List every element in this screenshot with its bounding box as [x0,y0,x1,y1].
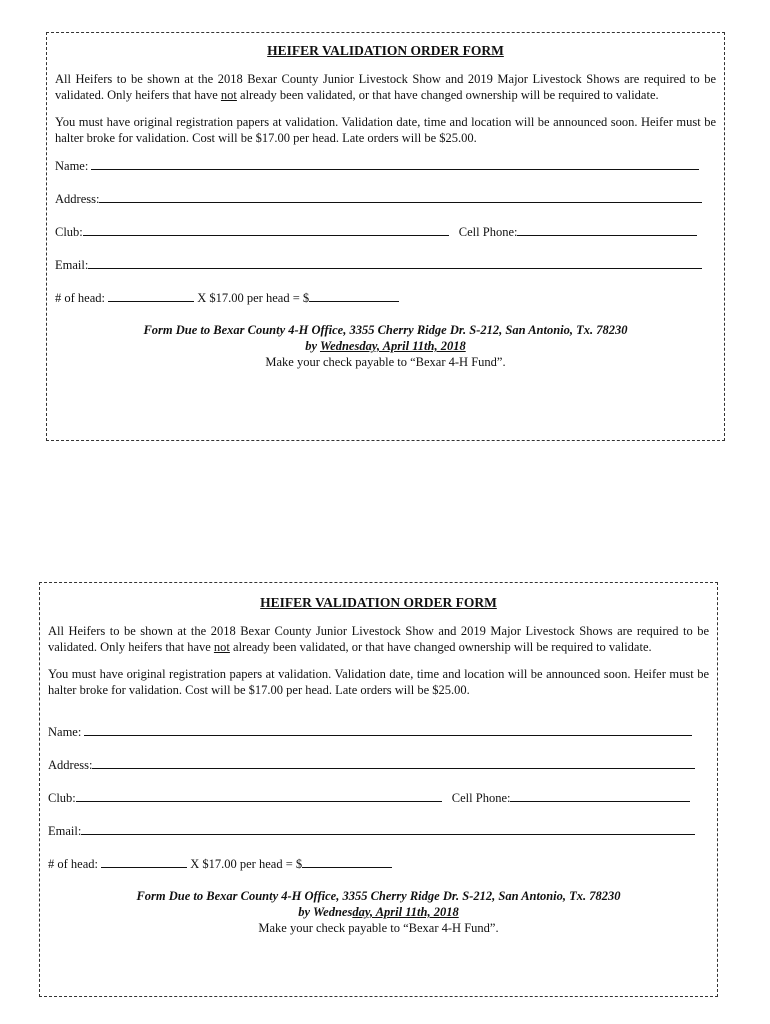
price-text: X $17.00 per head = $ [194,291,310,305]
form-footer [48,888,709,936]
name-field[interactable] [48,723,709,756]
intro-text-a: All Heifers to be shown at the 2018 Bexar County Junior Livestock Show and 2019 Major Livestock Shows are required to be validated. Only heifers that have [55,72,716,102]
name-blank[interactable] [84,723,692,736]
email-label: Email: [55,258,89,272]
requirements-paragraph: You must have original registration papers at validation. Validation date, time and location will be announced soon. Heifer must be halter broke for validation. Cost will be $17.00 per head. Late orders will be $25.00. [48,667,709,697]
head-count-blank[interactable] [101,855,187,868]
payable-note: Make your check payable to “Bexar 4-H Fund”. [258,921,499,935]
due-by: by Wednes [298,905,353,919]
address-field[interactable] [48,756,709,789]
club-label: Club: [55,225,83,239]
due-address: Form Due to Bexar County 4-H Office, 3355 Cherry Ridge Dr. S-212, San Antonio, Tx. 78230 [136,889,621,903]
address-blank[interactable] [99,190,702,203]
intro-not: not [213,640,230,654]
head-count-field[interactable] [48,855,709,888]
club-cell-field[interactable] [55,223,716,256]
email-label: Email: [48,824,82,838]
due-by: by [305,339,320,353]
head-label: # of head: [48,857,102,871]
club-blank[interactable] [83,223,449,236]
head-label: # of head: [55,291,109,305]
form-footer [55,322,716,370]
form-title: HEIFER VALIDATION ORDER FORM [260,595,497,610]
requirements-paragraph: You must have original registration papers at validation. Validation date, time and location will be announced soon. Heifer must be halter broke for validation. Cost will be $17.00 per head. Late orders will be $25.00. [55,115,716,145]
address-field[interactable] [55,190,716,223]
cell-phone-blank[interactable] [510,789,690,802]
intro-not: not [220,88,237,102]
name-blank[interactable] [91,157,699,170]
intro-text-b: already been validated, or that have changed ownership will be required to validate. [236,88,659,102]
intro-text-b: already been validated, or that have changed ownership will be required to validate. [229,640,652,654]
name-field[interactable] [55,157,716,190]
cell-phone-blank[interactable] [517,223,697,236]
due-date: Wednesday, April 11th, 2018 [319,339,466,353]
head-count-blank[interactable] [108,289,194,302]
club-cell-field[interactable] [48,789,709,822]
form-title: HEIFER VALIDATION ORDER FORM [267,43,504,58]
order-form-top [46,32,725,441]
name-label: Name: [48,725,85,739]
due-date: day, April 11th, 2018 [352,905,459,919]
email-blank[interactable] [88,256,702,269]
email-field[interactable] [55,256,716,289]
due-date-line [48,904,709,920]
cell-phone-label: Cell Phone: [458,225,518,239]
intro-paragraph [48,623,709,655]
address-blank[interactable] [92,756,695,769]
total-blank[interactable] [309,289,399,302]
total-blank[interactable] [302,855,392,868]
email-field[interactable] [48,822,709,855]
head-count-field[interactable] [55,289,716,322]
cell-phone-label: Cell Phone: [451,791,511,805]
due-date-line [55,338,716,354]
payable-note: Make your check payable to “Bexar 4-H Fund”. [265,355,506,369]
address-label: Address: [55,192,100,206]
email-blank[interactable] [81,822,695,835]
order-form-bottom [39,582,718,997]
address-label: Address: [48,758,93,772]
intro-text-a: All Heifers to be shown at the 2018 Bexar County Junior Livestock Show and 2019 Major Livestock Shows are required to be validated. Only heifers that have [48,624,709,654]
club-blank[interactable] [76,789,442,802]
intro-paragraph [55,71,716,103]
price-text: X $17.00 per head = $ [187,857,303,871]
due-address: Form Due to Bexar County 4-H Office, 3355 Cherry Ridge Dr. S-212, San Antonio, Tx. 78230 [143,323,628,337]
club-label: Club: [48,791,76,805]
name-label: Name: [55,159,92,173]
